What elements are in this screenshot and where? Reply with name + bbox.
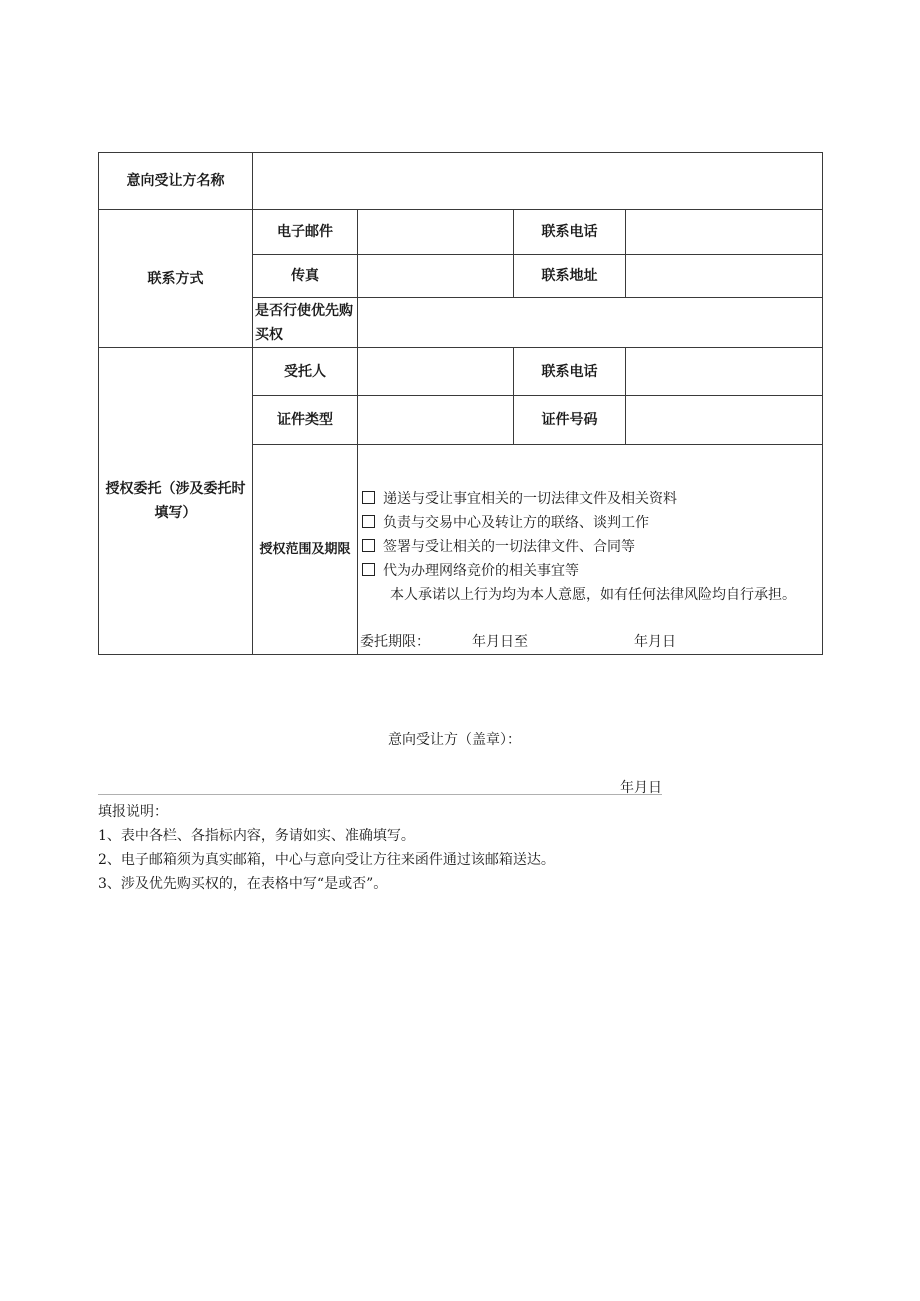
id-number-label: 证件号码 xyxy=(514,396,626,445)
signature-date[interactable]: 年月日 xyxy=(620,780,662,796)
preemption-label: 是否行使优先购买权 xyxy=(253,298,358,348)
assignee-name-label: 意向受让方名称 xyxy=(99,153,253,210)
instructions-title: 填报说明： xyxy=(98,804,168,820)
checkbox-icon[interactable] xyxy=(362,515,375,528)
checkbox-icon[interactable] xyxy=(362,563,375,576)
agent-phone-field[interactable] xyxy=(626,348,823,396)
instructions xyxy=(98,800,555,896)
instruction-item: 3、涉及优先购买权的，在表格中写“是或否”。 xyxy=(98,876,388,892)
contact-phone-label: 联系电话 xyxy=(514,210,626,255)
assignee-form-table xyxy=(98,152,823,655)
scope-cell xyxy=(358,445,823,655)
term-label: 委托期限： xyxy=(360,634,430,650)
term-to[interactable]: 年月日 xyxy=(634,634,676,650)
address-field[interactable] xyxy=(626,255,823,298)
scope-option[interactable]: 递送与受让事宜相关的一切法律文件及相关资料 xyxy=(360,487,822,511)
checkbox-icon[interactable] xyxy=(362,539,375,552)
agent-field[interactable] xyxy=(358,348,514,396)
signature-line xyxy=(98,794,662,795)
fax-label: 传真 xyxy=(253,255,358,298)
scope-option[interactable]: 负责与交易中心及转让方的联络、谈判工作 xyxy=(360,511,822,535)
agent-label: 受托人 xyxy=(253,348,358,396)
id-number-field[interactable] xyxy=(626,396,823,445)
authorization-section-label: 授权委托（涉及委托时填写） xyxy=(99,348,253,655)
id-type-label: 证件类型 xyxy=(253,396,358,445)
term-row xyxy=(360,632,676,652)
instruction-item: 2、电子邮箱须为真实邮箱，中心与意向受让方往来函件通过该邮箱送达。 xyxy=(98,852,555,868)
agent-phone-label: 联系电话 xyxy=(514,348,626,396)
instruction-item: 1、表中各栏、各指标内容，务请如实、准确填写。 xyxy=(98,828,415,844)
term-from[interactable]: 年月日至 xyxy=(472,634,528,650)
stamp-label: 意向受让方（盖章）： xyxy=(388,732,521,748)
scope-option[interactable]: 代为办理网络竞价的相关事宜等 xyxy=(360,559,822,583)
address-label: 联系地址 xyxy=(514,255,626,298)
scope-option[interactable]: 签署与受让相关的一切法律文件、合同等 xyxy=(360,535,822,559)
fax-field[interactable] xyxy=(358,255,514,298)
scope-label: 授权范围及期限 xyxy=(253,445,358,655)
email-label: 电子邮件 xyxy=(253,210,358,255)
id-type-field[interactable] xyxy=(358,396,514,445)
checkbox-icon[interactable] xyxy=(362,491,375,504)
contact-phone-field[interactable] xyxy=(626,210,823,255)
preemption-field[interactable] xyxy=(358,298,823,348)
assignee-name-field[interactable] xyxy=(253,153,823,210)
promise-text: 本人承诺以上行为均为本人意愿，如有任何法律风险均自行承担。 xyxy=(390,587,796,603)
contact-section-label: 联系方式 xyxy=(99,210,253,348)
email-field[interactable] xyxy=(358,210,514,255)
